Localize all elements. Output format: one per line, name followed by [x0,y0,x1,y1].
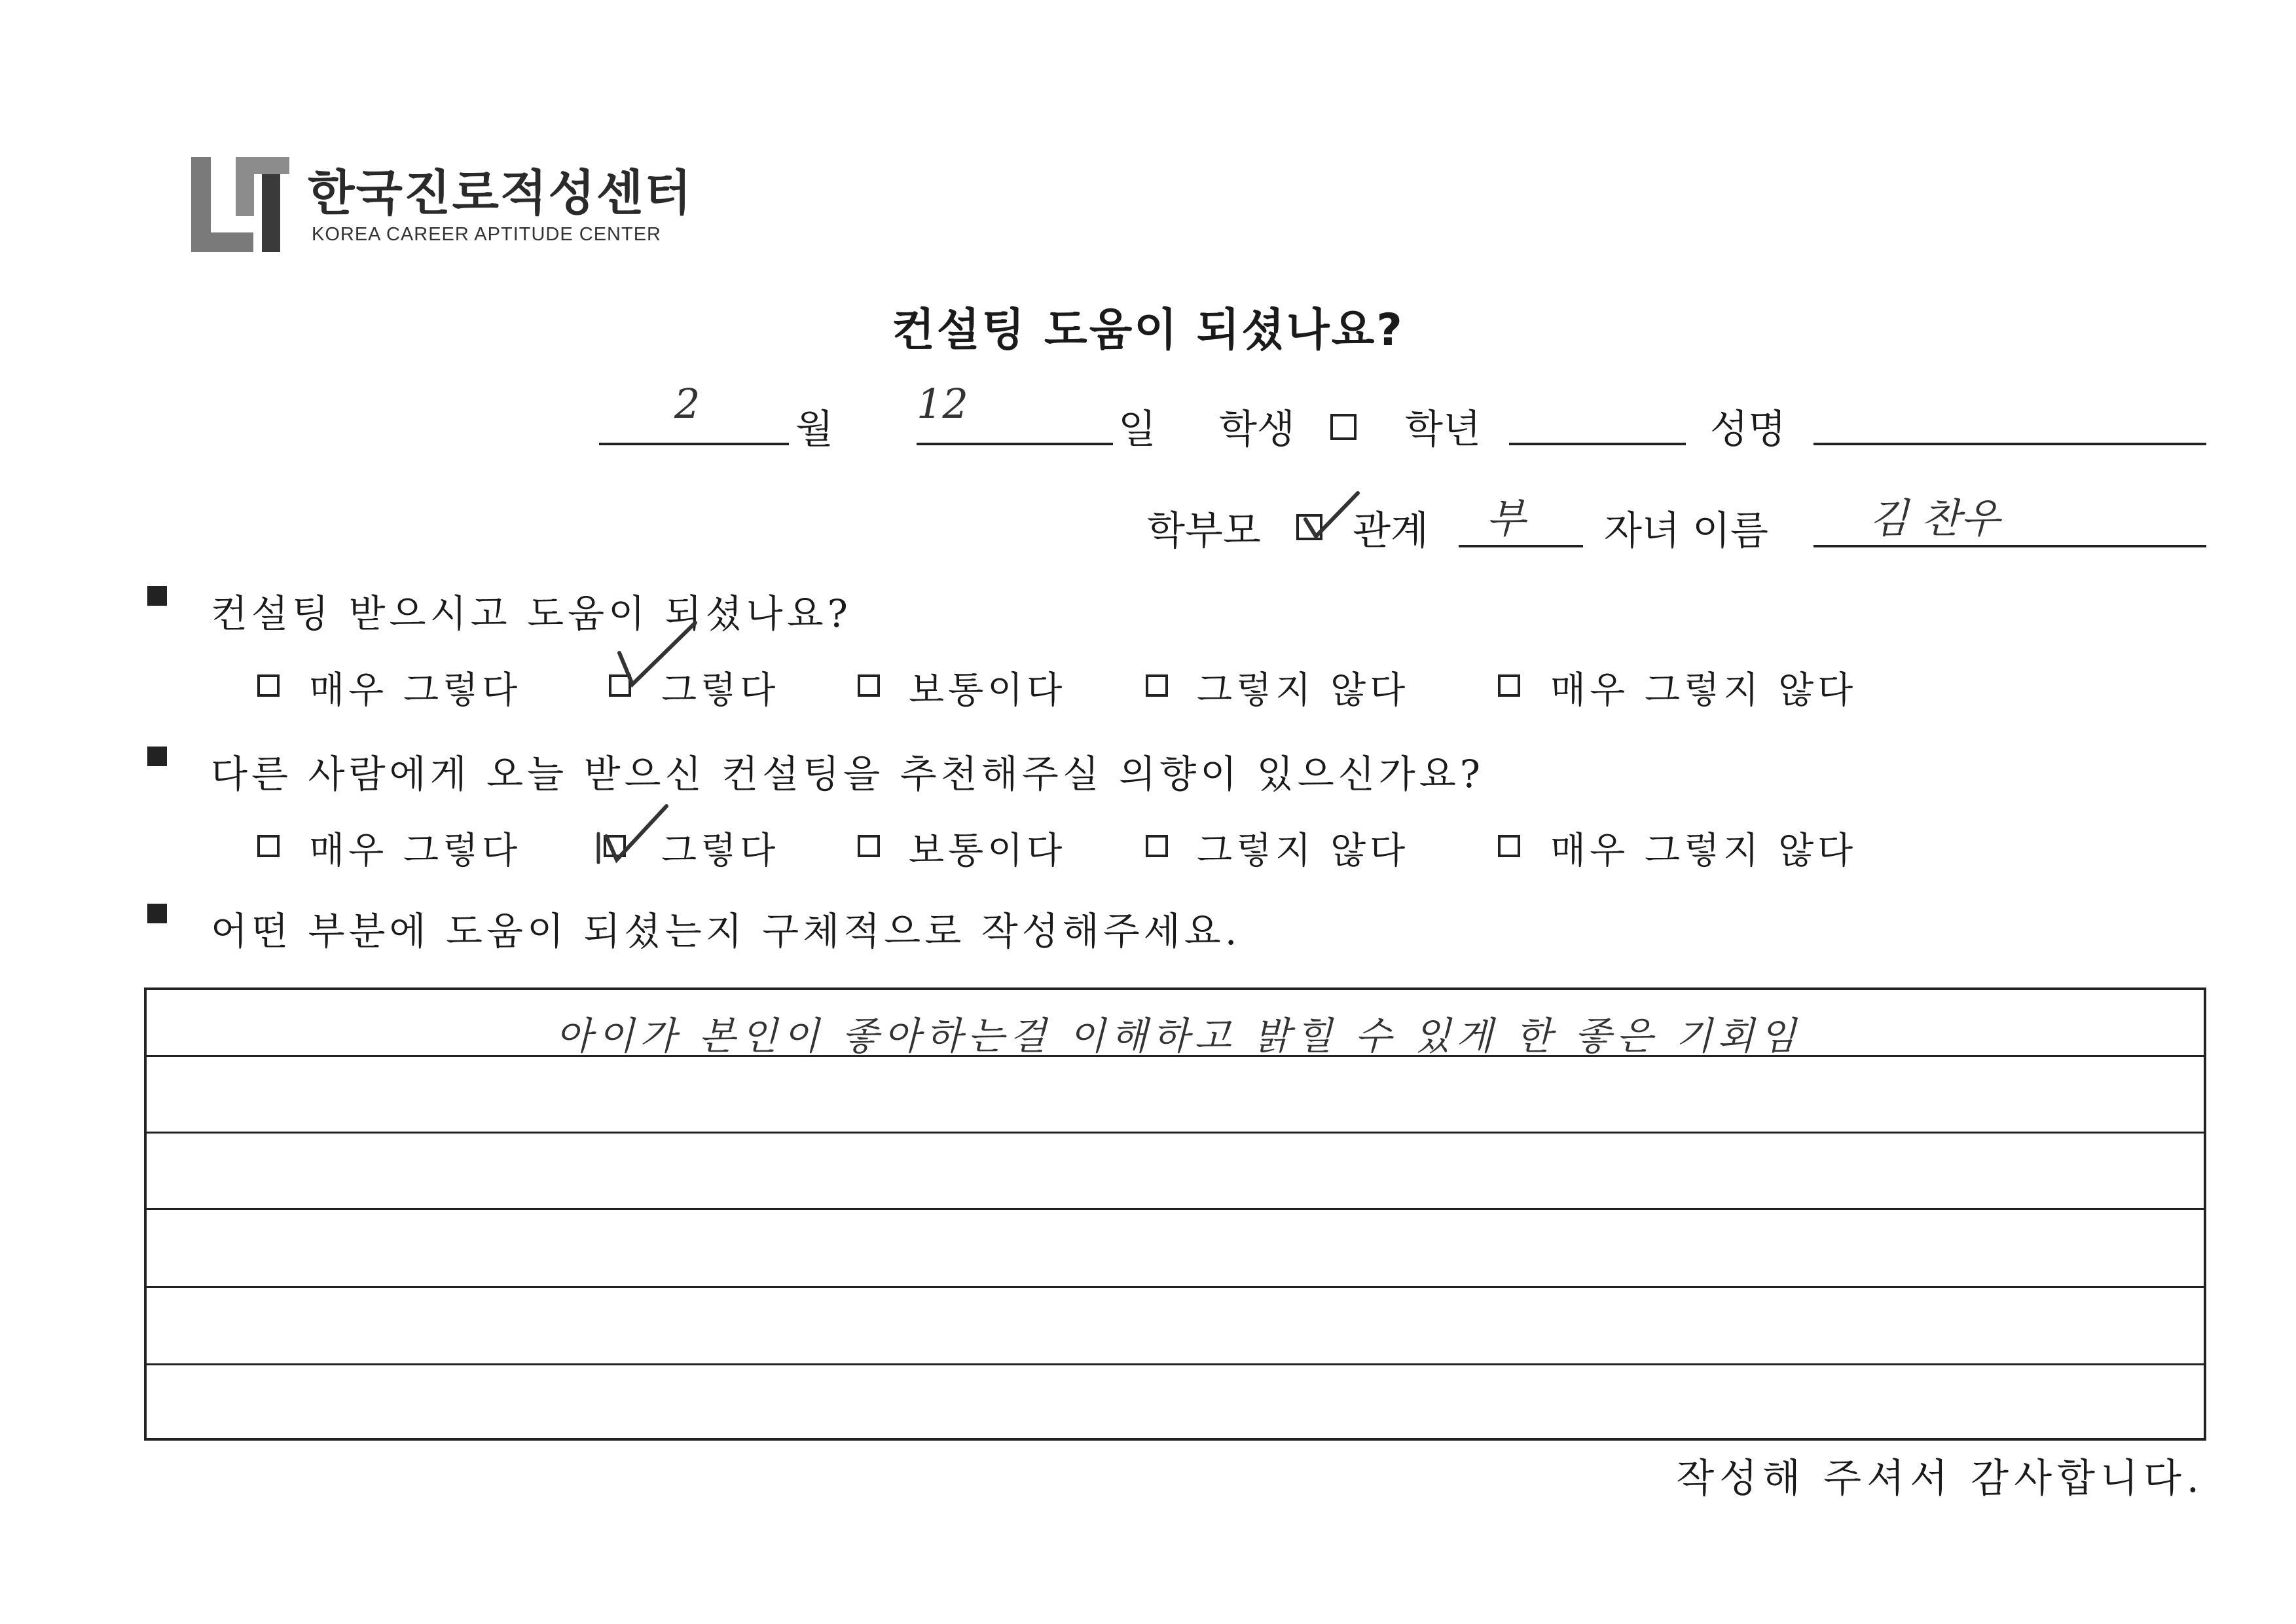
logo-mark-icon [191,157,289,252]
child-name-value: 김 찬우 [1869,494,2000,542]
q1-option-4-checkbox[interactable] [1146,674,1168,697]
q2-option-1-label: 매우 그렇다 [309,830,522,872]
logo-name-kr: 한국진로적성센터 [308,165,693,221]
q1-option-4-label: 그렇지 않다 [1197,669,1410,712]
q1-option-3-checkbox[interactable] [858,674,880,697]
answer-row-line [144,1286,2206,1288]
q2-option-4-checkbox[interactable] [1146,835,1168,857]
answer-row-line [144,1363,2206,1365]
question-3-text: 어떤 부분에 도움이 되셨는지 구체적으로 작성해주세요. [211,909,1241,953]
q2-option-3-checkbox[interactable] [858,835,880,857]
logo-name-en: KOREA CAREER APTITUDE CENTER [312,224,661,245]
day-field[interactable] [917,443,1113,445]
day-value: 12 [917,380,968,428]
q2-option-5-label: 매우 그렇지 않다 [1550,830,1857,872]
q1-option-5-checkbox[interactable] [1498,674,1520,697]
q2-checkmark-icon [593,802,672,868]
q2-option-2-label: 그렇다 [661,830,780,872]
question-bullet [147,904,167,923]
q1-option-1-label: 매우 그렇다 [309,669,522,712]
child-name-field[interactable] [1813,545,2206,547]
question-2-text: 다른 사람에게 오늘 받으신 컨설팅을 추천해주실 의향이 있으신가요? [211,752,1484,796]
answer-row-line [144,1132,2206,1134]
relation-value: 부 [1486,494,1525,542]
grade-field[interactable] [1509,443,1686,445]
grade-label: 학년 [1405,407,1481,452]
q2-option-4-label: 그렇지 않다 [1197,830,1410,872]
q1-option-5-label: 매우 그렇지 않다 [1550,669,1857,712]
month-label: 월 [795,407,833,452]
q2-option-5-checkbox[interactable] [1498,835,1520,857]
day-label: 일 [1118,407,1156,452]
form-title: 컨설팅 도움이 되셨나요? [892,304,1404,356]
name-field[interactable] [1813,443,2206,445]
q1-option-1-checkbox[interactable] [257,674,280,697]
name-label: 성명 [1710,407,1786,452]
thanks-message: 작성해 주셔서 감사합니다. [1676,1456,2204,1502]
q1-option-2-label: 그렇다 [661,669,780,712]
parent-label: 학부모 [1147,508,1261,554]
month-value: 2 [674,380,701,428]
q2-option-3-label: 보통이다 [909,830,1066,872]
q1-option-3-label: 보통이다 [909,669,1066,712]
relation-label: 관계 [1353,508,1429,554]
relation-field[interactable] [1459,545,1583,547]
student-checkbox[interactable] [1330,414,1357,440]
answer-text: 아이가 본인이 좋아하는걸 이해하고 밝힐 수 있게 한 좋은 기회임 [555,1014,1802,1058]
question-bullet [147,747,167,766]
answer-row-line [144,1208,2206,1210]
question-1-text: 컨설팅 받으시고 도움이 되셨나요? [211,591,852,636]
student-label: 학생 [1219,407,1295,452]
q2-option-1-checkbox[interactable] [257,835,280,857]
child-name-label: 자녀 이름 [1604,508,1768,554]
question-bullet [147,586,167,606]
month-field[interactable] [599,443,789,445]
